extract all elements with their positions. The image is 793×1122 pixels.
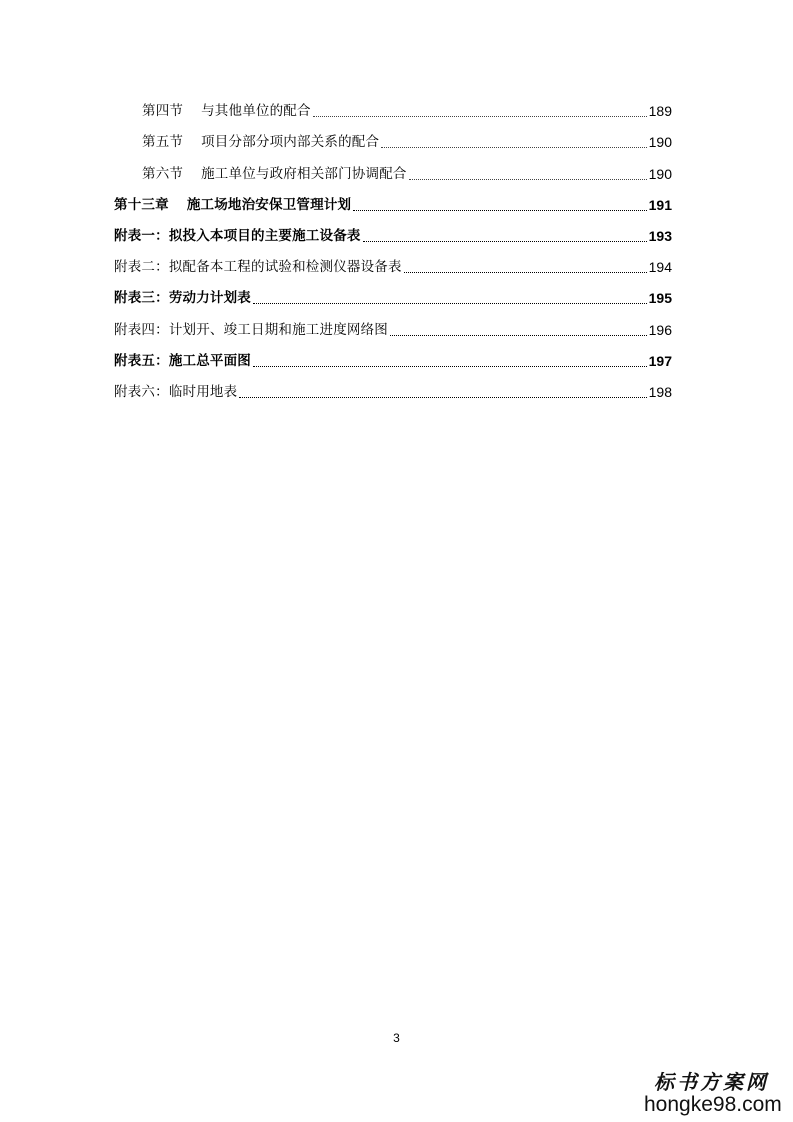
watermark-url-text: hongke98.com [644, 1093, 782, 1116]
toc-entry-label: 第六节 [142, 165, 184, 182]
toc-entry-page: 198 [648, 383, 672, 400]
toc-entry-label: 附表一： [114, 227, 169, 244]
toc-entry-label: 附表六： [114, 383, 169, 400]
toc-entry[interactable] [114, 310, 672, 341]
toc-entry-title: 施工场地治安保卫管理计划 [186, 196, 352, 213]
toc-entry-label: 附表二： [114, 259, 169, 276]
dot-leader [253, 365, 647, 367]
toc-entry-page: 191 [648, 196, 672, 213]
toc-entry-title: 临时用地表 [168, 383, 238, 400]
dot-leader [409, 178, 647, 180]
toc-entry-label: 第四节 [142, 103, 184, 120]
toc-entry-title: 计划开、竣工日期和施工进度网络图 [168, 321, 389, 338]
toc-entry[interactable] [114, 342, 672, 373]
toc-entry-title: 劳动力计划表 [168, 290, 252, 307]
dot-leader [404, 271, 647, 273]
toc-entry[interactable] [114, 186, 672, 217]
toc-entry[interactable] [114, 154, 672, 185]
toc-entry-label: 第五节 [142, 134, 184, 151]
toc-entry-page: 193 [648, 227, 672, 244]
toc-entry-page: 189 [648, 103, 672, 120]
table-of-contents [114, 92, 672, 404]
dot-leader [253, 302, 647, 304]
watermark-chinese-text: 标书方案网 [654, 1070, 769, 1094]
dot-leader [239, 396, 646, 398]
dot-leader [381, 146, 646, 148]
toc-entry[interactable] [114, 279, 672, 310]
toc-entry-title: 施工总平面图 [168, 352, 252, 369]
toc-entry-title: 拟投入本项目的主要施工设备表 [168, 227, 361, 244]
toc-entry-title: 项目分部分项内部关系的配合 [201, 134, 380, 151]
toc-entry-label: 附表四： [114, 321, 169, 338]
dot-leader [363, 240, 647, 242]
toc-entry[interactable] [114, 123, 672, 154]
toc-entry[interactable] [114, 248, 672, 279]
toc-entry-page: 196 [648, 321, 672, 338]
toc-entry-title: 与其他单位的配合 [201, 103, 311, 120]
watermark-logo [644, 1066, 782, 1117]
toc-entry-label: 附表三： [114, 290, 169, 307]
toc-entry[interactable] [114, 373, 672, 404]
dot-leader [353, 209, 646, 211]
toc-entry-page: 197 [648, 352, 672, 369]
toc-entry[interactable] [114, 217, 672, 248]
toc-entry-label: 附表五： [114, 352, 169, 369]
toc-entry-page: 190 [648, 134, 672, 151]
dot-leader [390, 334, 647, 336]
dot-leader [313, 115, 647, 117]
toc-entry-title: 拟配备本工程的试验和检测仪器设备表 [168, 259, 402, 276]
toc-entry[interactable] [114, 92, 672, 123]
toc-entry-page: 194 [648, 259, 672, 276]
toc-entry-page: 190 [648, 165, 672, 182]
toc-entry-title: 施工单位与政府相关部门协调配合 [201, 165, 407, 182]
toc-entry-page: 195 [648, 290, 672, 307]
toc-entry-label: 第十三章 [114, 196, 169, 213]
page-number: 3 [393, 1031, 400, 1045]
